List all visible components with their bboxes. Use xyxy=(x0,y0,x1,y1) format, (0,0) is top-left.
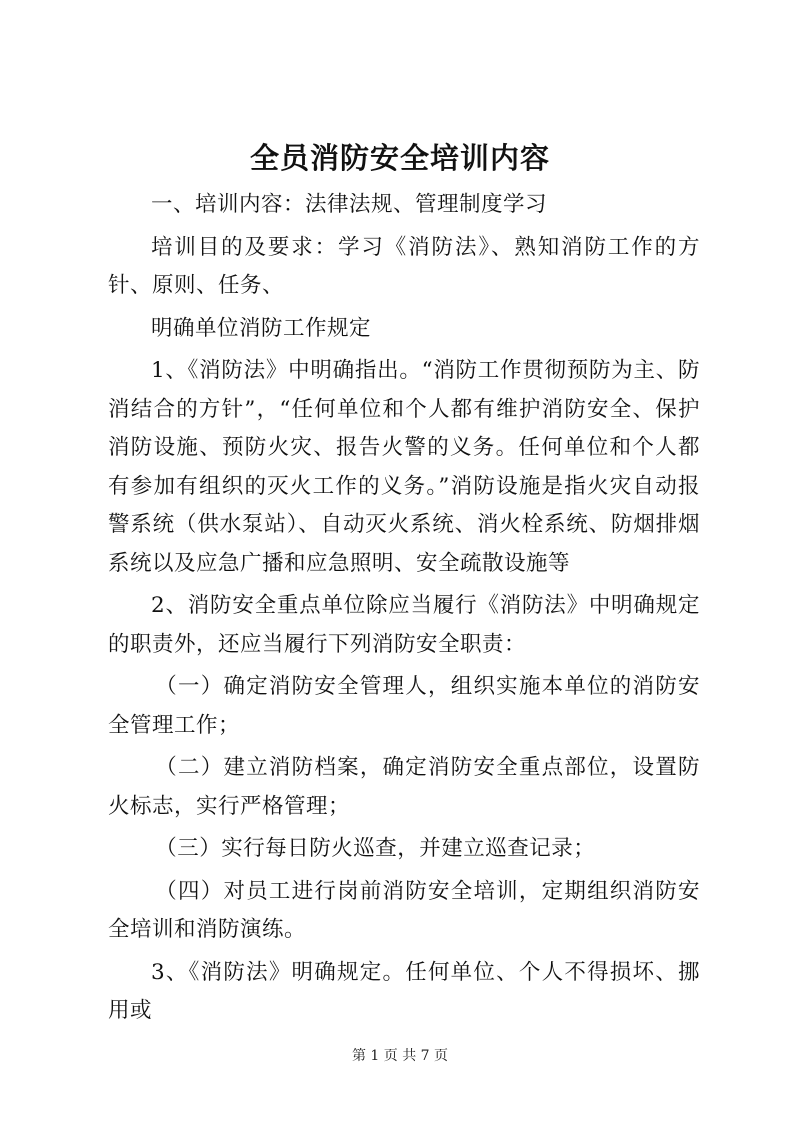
paragraph-training-content: 一、培训内容：法律法规、管理制度学习 xyxy=(151,192,548,217)
page-footer: 第 1 页 共 7 页 xyxy=(351,1048,449,1064)
paragraph-item-3: 3、《消防法》明确规定。任何单位、个人不得损坏、挪用或 xyxy=(108,959,700,1023)
paragraph-duty-1: （一）确定消防安全管理人，组织实施本单位的消防安全管理工作； xyxy=(108,674,700,738)
paragraph-duty-4: （四）对员工进行岗前消防安全培训，定期组织消防安全培训和消防演练。 xyxy=(108,878,700,942)
paragraph-item-1: 1、《消防法》中明确指出。“消防工作贯彻预防为主、防消结合的方针”，“任何单位和个人都有维护消防安全、保护消防设施、预防火灾、报告火警的义务。任何单位和个人都有参加有组织的灭火工作的义务。”消防设施是指火灾自动报警系统（供水泵站）、自动灭火系统、消火栓系统、防烟排烟系统以及应急广播和应急照明、安全疏散设施等 xyxy=(108,358,700,576)
document-body xyxy=(108,186,700,1031)
paragraph-duty-3: （三）实行每日防火巡查，并建立巡查记录； xyxy=(155,836,596,861)
paragraph-item-2: 2、消防安全重点单位除应当履行《消防法》中明确规定的职责外，还应当履行下列消防安全职责： xyxy=(108,593,700,657)
document-title: 全员消防安全培训内容 xyxy=(249,141,550,175)
paragraph-training-goal: 培训目的及要求：学习《消防法》、熟知消防工作的方针、原则、任务、 xyxy=(108,234,700,298)
paragraph-duty-2: （二）建立消防档案，确定消防安全重点部位，设置防火标志，实行严格管理； xyxy=(108,755,700,819)
paragraph-unit-rules: 明确单位消防工作规定 xyxy=(151,315,372,341)
